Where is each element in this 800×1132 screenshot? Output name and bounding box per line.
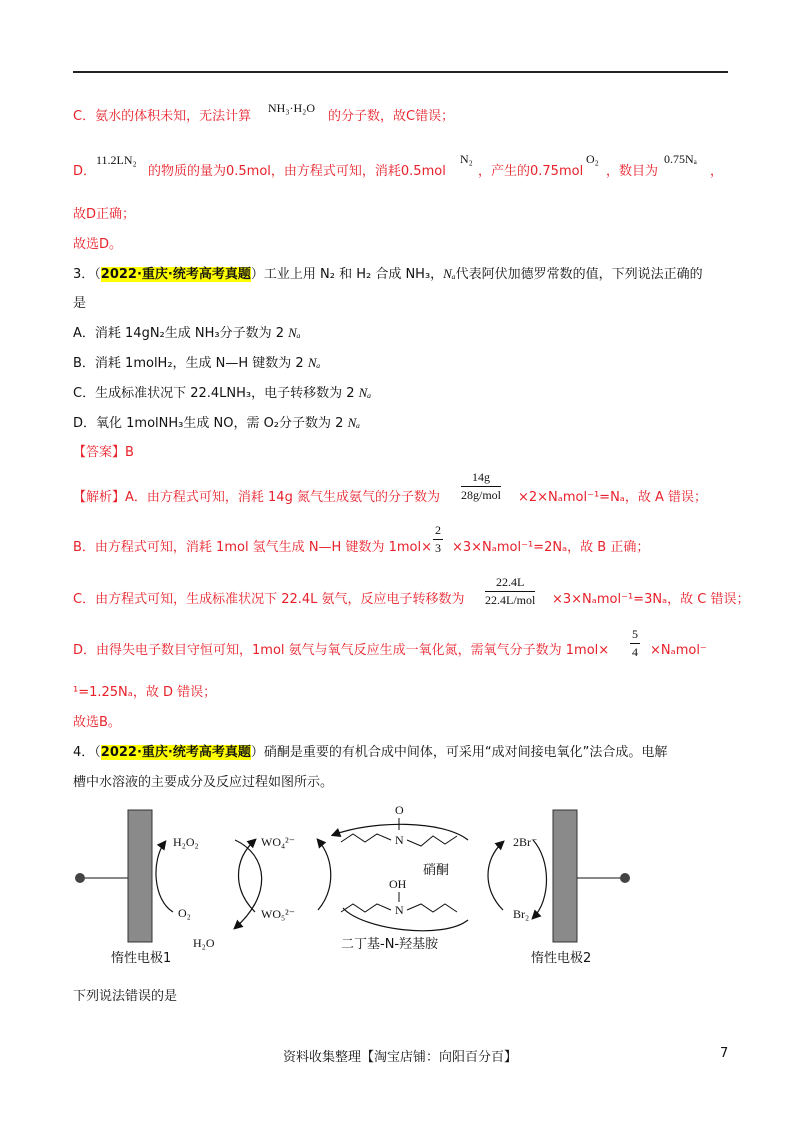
- q4-number: 4．: [73, 745, 95, 760]
- label-wo5: WO₅²⁻: [261, 907, 296, 921]
- nitrone-left-chain: [341, 834, 391, 842]
- q3-option-c: [73, 384, 371, 403]
- q3-option-c-text: C．生成标准状况下 22.4LNH₃，电子转移数为 2: [73, 386, 359, 401]
- label-oh: OH: [389, 877, 407, 891]
- electrode-right: [553, 810, 577, 942]
- line-d-label: D．: [73, 164, 97, 179]
- page-number: 7: [720, 1046, 729, 1061]
- line-d-t4: ，: [710, 164, 724, 179]
- q3-option-d-na: Nₐ: [347, 415, 361, 430]
- line-d-t3: ，数目为: [606, 164, 659, 179]
- analysis-b-den: 3: [435, 541, 441, 555]
- label-o2: O₂: [178, 906, 191, 920]
- q3-option-b: [73, 354, 320, 373]
- analysis-c-text: C．由方程式可知，生成标准状况下 22.4L 氨气，反应电子转移数为: [73, 592, 465, 607]
- analysis-d-cont: ¹=1.25Nₐ，故 D 错误；: [73, 685, 217, 700]
- terminal-right-icon: [620, 873, 630, 883]
- label-br-minus: 2Br⁻: [513, 835, 538, 849]
- analysis-c-den: 22.4L/mol: [485, 593, 536, 607]
- label-h2o: H₂O: [193, 936, 215, 950]
- q3-stem-a: 工业上用 N₂ 和 H₂ 合成 NH₃，: [263, 267, 444, 282]
- label-electrode-1: 惰性电极1: [111, 951, 172, 966]
- prev-choice: 故选D。: [73, 237, 123, 252]
- analysis-b-fraction: [433, 523, 443, 556]
- line-c: [73, 108, 251, 126]
- analysis-d-den: 4: [632, 645, 638, 659]
- q3-na: Nₐ: [443, 266, 456, 281]
- analysis-d-tail: ×Nₐmol⁻: [650, 643, 707, 658]
- analysis-c-tail: ×3×Nₐmol⁻¹=3Nₐ，故 C 错误；: [552, 592, 750, 607]
- analysis-b-num: 2: [433, 523, 443, 540]
- formula-nh3h2o: NH₃·H₂O: [268, 101, 316, 115]
- formula-11-2ln2: 11.2LN₂: [96, 153, 137, 167]
- analysis-d-num: 5: [630, 627, 640, 644]
- terminal-left-icon: [75, 873, 85, 883]
- q4-stem-b: 槽中水溶液的主要成分及反应过程如图所示。: [73, 775, 334, 790]
- q3-option-a: [73, 324, 301, 343]
- q3-stem: 3．（2022·重庆·统考高考真题）工业上用 N₂ 和 H₂ 合成 NH₃，Nₐ代表阿伏加德罗常数的值，下列说法正确的: [73, 266, 703, 282]
- arrow-br2-to-br: [488, 842, 503, 910]
- q3-source-tag: 2022·重庆·统考高考真题: [100, 267, 251, 282]
- label-hydroxylamine-n: N: [395, 903, 404, 917]
- q3-option-a-text: A．消耗 14gN₂生成 NH₃分子数为 2: [73, 326, 289, 341]
- formula-o2: O₂: [586, 152, 599, 166]
- arrow-wo4-to-wo5: [318, 840, 331, 910]
- arrow-wo5-to-wo4: [239, 840, 256, 912]
- analysis-a-den: 28g/mol: [461, 488, 502, 502]
- analysis-a-tail: ×2×Nₐmol⁻¹=Nₐ，故 A 错误；: [518, 490, 708, 505]
- formula-075na: 0.75Nₐ: [664, 152, 697, 166]
- q3-choice: 故选B。: [73, 715, 121, 730]
- q3-number: 3．: [73, 267, 95, 282]
- q3-stem-b: 代表阿伏加德罗常数的值，下列说法正确的: [455, 267, 703, 282]
- analysis-b-text: B．由方程式可知，消耗 1mol 氢气生成 N—H 键数为 1mol×: [73, 540, 432, 555]
- q4-stem-a: 硝酮是重要的有机合成中间体，可采用“成对间接电氧化”法合成。电解: [263, 745, 668, 760]
- q3-stem-c: 是: [73, 296, 87, 311]
- q4-stem: 4．（2022·重庆·统考高考真题）硝酮是重要的有机合成中间体，可采用“成对间接电氧化”法合成。电解: [73, 745, 668, 760]
- analysis-a-fraction: [461, 470, 501, 503]
- hydroxylamine-right-chain: [407, 904, 457, 912]
- arrow-o2-to-h2o2: [156, 842, 173, 912]
- arrow-hydroxylamine-loop: [343, 908, 468, 931]
- line-d2: 故D正确；: [73, 207, 136, 222]
- arrow-br-to-br2: [533, 840, 547, 918]
- q3-option-b-text: B．消耗 1molH₂，生成 N—H 键数为 2: [73, 356, 308, 371]
- hydroxylamine-left-chain: [341, 904, 391, 912]
- q4-source-tag: 2022·重庆·统考高考真题: [100, 745, 251, 760]
- label-hydroxylamine: 二丁基-N-羟基胺: [341, 937, 439, 952]
- electrode-left: [128, 810, 152, 942]
- q3-option-c-na: Nₐ: [358, 385, 372, 400]
- q3-option-a-na: Nₐ: [288, 325, 301, 340]
- line-d-t1: 的物质的量为0.5mol，由方程式可知，消耗0.5mol: [148, 164, 446, 179]
- analysis-a-text: 【解析】A．由方程式可知，消耗 14g 氮气生成氨气的分子数为: [73, 490, 440, 505]
- label-h2o2: H₂O₂: [173, 835, 199, 849]
- header-rule: [73, 71, 728, 73]
- q4-ask: 下列说法错误的是: [73, 989, 178, 1004]
- q3-option-b-na: Nₐ: [307, 355, 321, 370]
- nitrone-right-chain: [407, 836, 457, 846]
- q3-option-d-text: D．氧化 1molNH₃生成 NO，需 O₂分子数为 2: [73, 416, 348, 431]
- label-electrode-2: 惰性电极2: [531, 951, 592, 966]
- analysis-b-tail: ×3×Nₐmol⁻¹=2Nₐ，故 B 正确；: [452, 540, 650, 555]
- line-c-text-b: 的分子数，故C错误；: [328, 109, 455, 124]
- label-nitrone-n: N: [395, 833, 404, 847]
- label-br2: Br₂: [513, 907, 530, 921]
- q3-answer: 【答案】B: [73, 445, 134, 460]
- page-footer: 资料收集整理【淘宝店铺：向阳百分百】: [282, 1050, 517, 1065]
- analysis-d-fraction: [630, 627, 640, 660]
- analysis-c-fraction: [485, 575, 535, 608]
- label-nitrone-o: O: [395, 803, 404, 817]
- analysis-d-text: D．由得失电子数目守恒可知，1mol 氨气与氧气反应生成一氧化氮，需氧气分子数为 1mol×: [73, 643, 610, 658]
- q3-option-d: [73, 414, 360, 433]
- label-wo4: WO₄²⁻: [261, 835, 296, 849]
- formula-n2: N₂: [460, 152, 473, 166]
- analysis-c-num: 22.4L: [485, 575, 535, 592]
- line-d-t2: ，产生的0.75mol: [478, 164, 584, 179]
- label-nitrone: 硝酮: [423, 863, 450, 878]
- line-c-text-a: C．氨水的体积未知，无法计算: [73, 109, 252, 124]
- electrolysis-diagram: [73, 800, 643, 970]
- analysis-a-num: 14g: [461, 470, 501, 487]
